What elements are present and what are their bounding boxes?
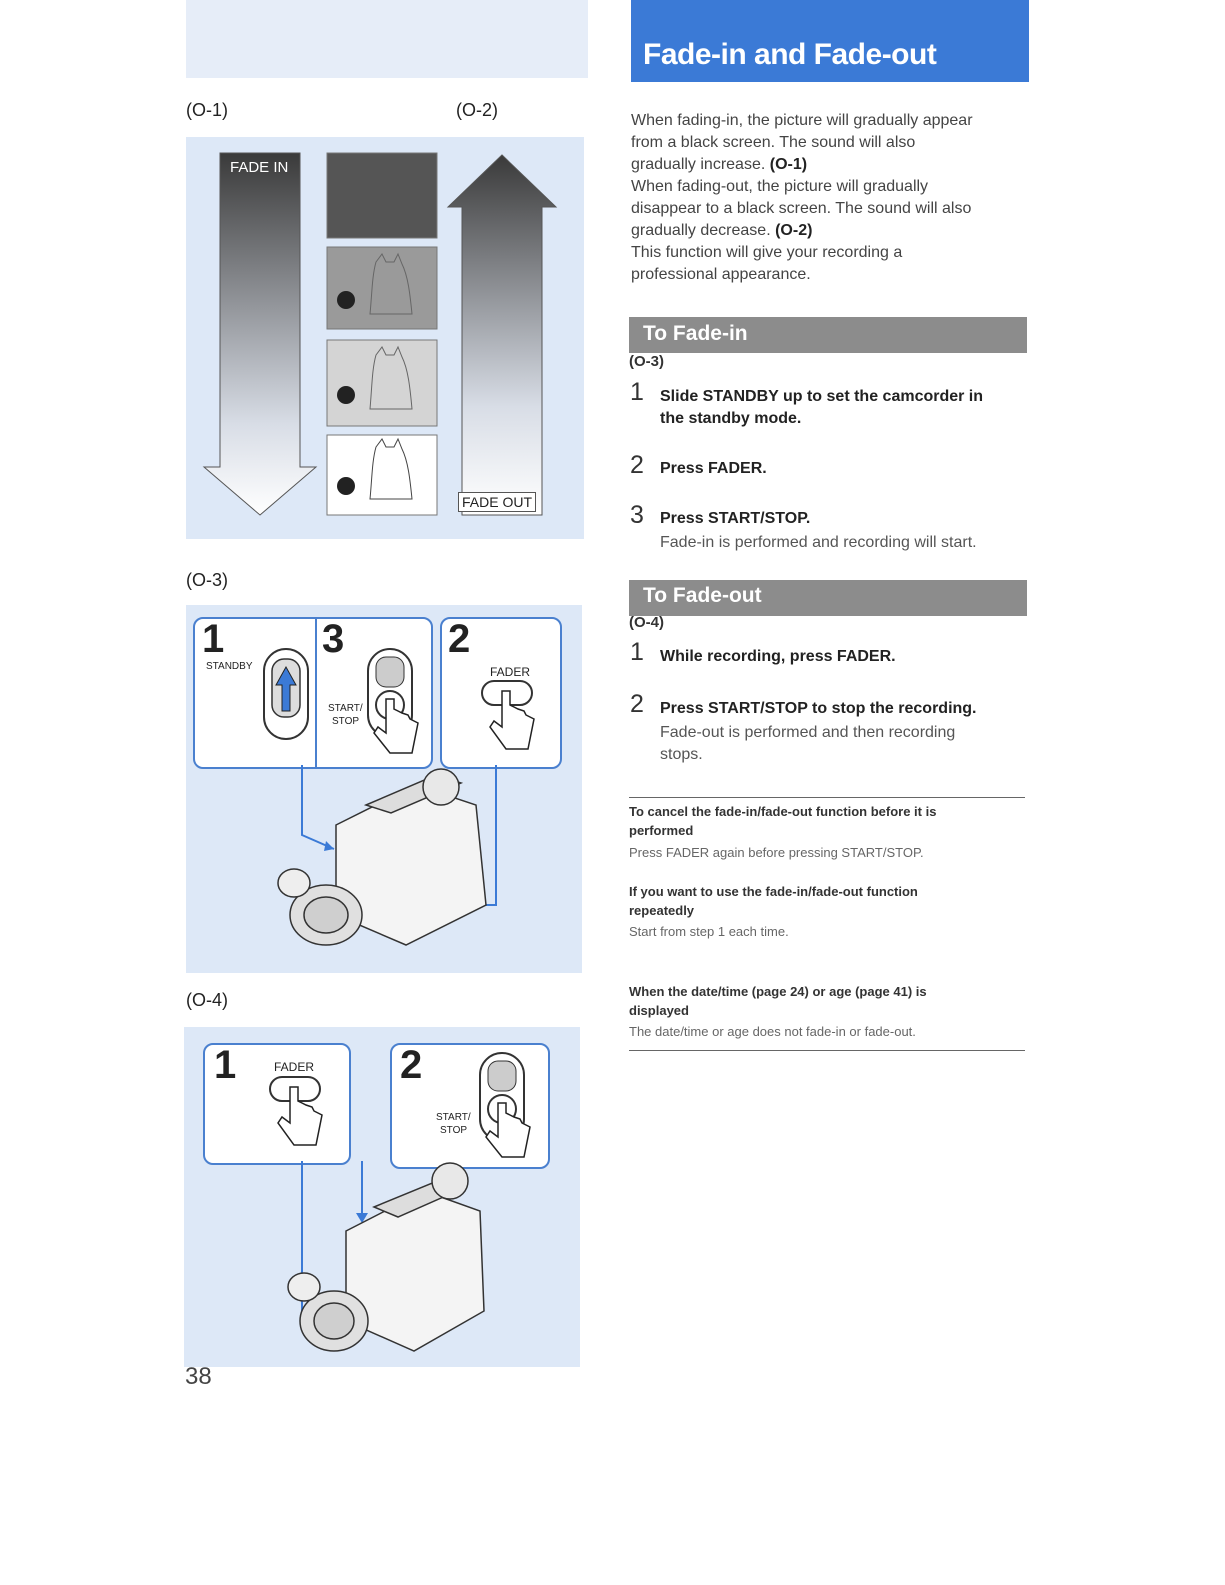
frame-black: [327, 153, 437, 238]
figure-fade-in-out: [186, 137, 584, 539]
ball-icon: [337, 477, 355, 495]
page-number: 38: [185, 1363, 212, 1390]
start-stop-press-icon: [474, 1049, 542, 1165]
fader-press-icon: [264, 1073, 334, 1157]
step-number: 2: [630, 690, 644, 718]
ball-icon: [337, 291, 355, 309]
intro-line: [631, 220, 1026, 242]
start-stop-label: STOP: [332, 716, 360, 727]
figure-ref-o4: (O-4): [629, 614, 664, 631]
frame-white: [327, 435, 437, 515]
start-stop-press-icon: [362, 645, 426, 761]
start-stop-label: START/: [436, 1112, 471, 1123]
fader-label: FADER: [490, 665, 531, 679]
section-heading-fade-in: To Fade-in: [643, 322, 748, 345]
figure-ref: (O-1): [769, 156, 808, 173]
divider: [629, 1050, 1025, 1051]
step-subtext: stops.: [660, 746, 703, 763]
standby-label: STANDBY: [206, 661, 253, 672]
intro-paragraph: [631, 110, 1026, 286]
start-stop-label: START/: [328, 703, 363, 714]
figure-label-o4: (O-4): [186, 990, 228, 1010]
note-heading: displayed: [629, 1003, 689, 1018]
fader-press-icon: [476, 677, 546, 757]
intro-line: This function will give your recording a: [631, 244, 903, 261]
step-text: Press START/STOP.: [660, 510, 811, 527]
figure-label-o3: (O-3): [186, 570, 228, 590]
intro-line: from a black screen. The sound will also: [631, 134, 916, 151]
step-number-1: 1: [202, 617, 225, 661]
note-body: Press FADER again before pressing START/STOP.: [629, 845, 924, 860]
note-heading: To cancel the fade-in/fade-out function before it is: [629, 804, 937, 819]
step-number-3: 3: [322, 617, 345, 661]
step-text: Slide STANDBY up to set the camcorder in: [660, 388, 984, 405]
step-number: 1: [630, 378, 644, 406]
frame-dark: [327, 247, 437, 329]
step-text: Press START/STOP to stop the recording.: [660, 700, 977, 717]
intro-line: [631, 154, 1026, 176]
note-body: Start from step 1 each time.: [629, 924, 789, 939]
note-heading: performed: [629, 823, 694, 838]
ball-icon: [337, 386, 355, 404]
fade-diagram: [186, 137, 584, 539]
step-number: 3: [630, 501, 644, 529]
step-number: 2: [630, 451, 644, 479]
step-subtext: Fade-in is performed and recording will start.: [660, 534, 977, 551]
step-text: While recording, press FADER.: [660, 648, 896, 665]
intro-text: gradually increase.: [631, 156, 770, 173]
figure-o4-camcorder: [184, 1027, 580, 1367]
panel-divider: [315, 619, 317, 767]
fader-label: FADER: [274, 1060, 315, 1074]
figure-ref-o3: (O-3): [629, 353, 664, 370]
intro-line: disappear to a black screen. The sound will also: [631, 200, 972, 217]
standby-switch-icon: [258, 645, 314, 745]
step-text: the standby mode.: [660, 410, 802, 427]
divider: [629, 797, 1025, 798]
fade-out-label: FADE OUT: [458, 492, 536, 512]
fade-in-label: FADE IN: [230, 159, 289, 176]
fade-in-arrow: [204, 153, 316, 515]
intro-line: When fading-in, the picture will gradually appear: [631, 112, 973, 129]
note-body: The date/time or age does not fade-in or fade-out.: [629, 1024, 916, 1039]
step-number-2: 2: [448, 617, 471, 661]
frame-light: [327, 340, 437, 426]
top-blue-band: [186, 0, 588, 78]
camcorder-illustration: [186, 765, 582, 973]
section-heading-fade-out: To Fade-out: [643, 584, 762, 607]
intro-text: gradually decrease.: [631, 222, 776, 239]
camcorder-illustration: [184, 1161, 580, 1367]
intro-line: professional appearance.: [631, 266, 811, 283]
step-number-1: 1: [214, 1043, 237, 1087]
note-heading: repeatedly: [629, 903, 695, 918]
fade-out-arrow: [448, 155, 556, 515]
step-number-2: 2: [400, 1043, 423, 1087]
step-number: 1: [630, 638, 644, 666]
page-title: Fade-in and Fade-out: [643, 38, 937, 71]
step-text: Press FADER.: [660, 460, 767, 477]
note-heading: If you want to use the fade-in/fade-out function: [629, 884, 918, 899]
note-heading: When the date/time (page 24) or age (page 41) is: [629, 984, 927, 999]
figure-o3-camcorder: [186, 605, 582, 973]
figure-label-o1: (O-1): [186, 100, 228, 120]
figure-label-o2: (O-2): [456, 100, 498, 120]
figure-ref: (O-2): [775, 222, 813, 239]
intro-line: When fading-out, the picture will gradually: [631, 178, 929, 195]
step-subtext: Fade-out is performed and then recording: [660, 724, 956, 741]
start-stop-label: STOP: [440, 1125, 468, 1136]
